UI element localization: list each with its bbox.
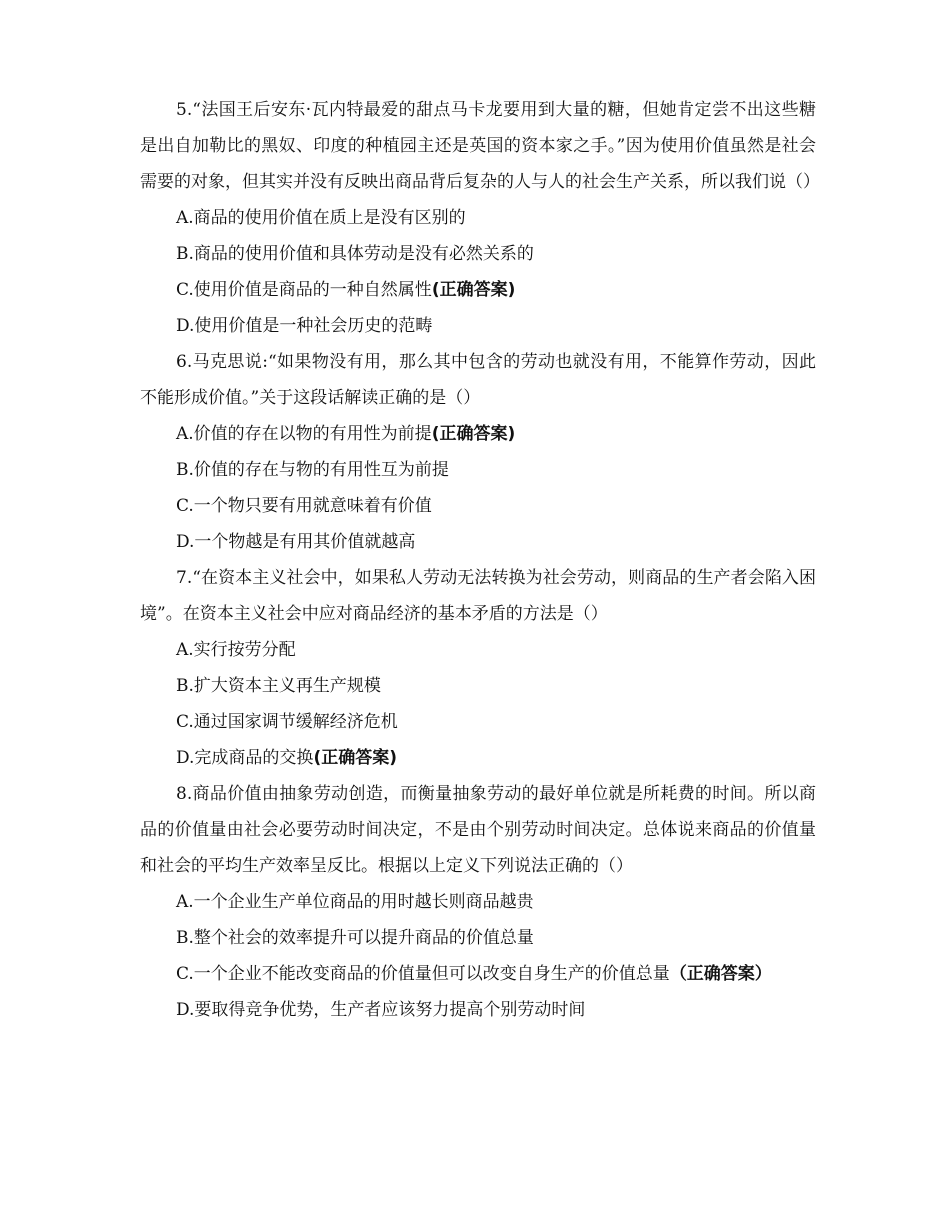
question-5-option-d (140, 308, 816, 344)
question-6-option-c (140, 488, 816, 524)
question-7-stem: 7.“在资本主义社会中，如果私人劳动无法转换为社会劳动，则商品的生产者会陷入困境”。在资本主义社会中应对商品经济的基本矛盾的方法是（） (140, 568, 816, 624)
option-text: A.商品的使用价值在质上是没有区别的 (176, 208, 466, 228)
question-7-option-c (140, 704, 816, 740)
option-text: A.实行按劳分配 (176, 640, 296, 660)
correct-answer-tag: (正确答案) (431, 280, 516, 300)
option-text: A.一个企业生产单位商品的用时越长则商品越贵 (176, 892, 534, 912)
option-text: D.使用价值是一种社会历史的范畴 (176, 316, 433, 336)
question-list (140, 92, 820, 1028)
question-8-option-b (140, 920, 816, 956)
question-5-option-c (140, 272, 816, 308)
option-text: D.要取得竞争优势，生产者应该努力提高个别劳动时间 (176, 1000, 586, 1020)
correct-answer-tag: (正确答案) (313, 748, 397, 768)
question-5-option-a (140, 200, 816, 236)
question-8-option-c (140, 956, 816, 992)
question-7-option-b (140, 668, 816, 704)
option-text: B.商品的使用价值和具体劳动是没有必然关系的 (176, 244, 534, 264)
option-text: B.整个社会的效率提升可以提升商品的价值总量 (176, 928, 534, 948)
question-6-option-b (140, 452, 816, 488)
question-8-stem: 8.商品价值由抽象劳动创造，而衡量抽象劳动的最好单位就是所耗费的时间。所以商品的价值量由社会必要劳动时间决定，不是由个别劳动时间决定。总体说来商品的价值量和社会的平均生产效率呈反比。根据以上定义下列说法正确的（） (140, 784, 816, 876)
option-text: C.通过国家调节缓解经济危机 (176, 712, 398, 732)
question-5-stem: 5.“法国王后安东·瓦内特最爱的甜点马卡龙要用到大量的糖，但她肯定尝不出这些糖是出自加勒比的黑奴、印度的种植园主还是英国的资本家之手。”因为使用价值虽然是社会需要的对象，但其实并没有反映出商品背后复杂的人与人的社会生产关系，所以我们说（） (140, 100, 820, 192)
correct-answer-tag: (正确答案) (431, 424, 516, 444)
question-6-stem: 6.马克思说:“如果物没有用，那么其中包含的劳动也就没有用，不能算作劳动，因此不能形成价值。”关于这段话解读正确的是（） (140, 352, 816, 408)
option-text: B.扩大资本主义再生产规模 (176, 676, 381, 696)
question-6-option-d (140, 524, 816, 560)
correct-answer-tag: （正确答案） (669, 964, 772, 984)
option-text: D.完成商品的交换 (176, 748, 314, 768)
option-text: D.一个物越是有用其价值就越高 (176, 532, 416, 552)
question-5-option-b (140, 236, 816, 272)
question-8-option-a (140, 884, 816, 920)
question-8-option-d (140, 992, 816, 1028)
option-text: C.一个企业不能改变商品的价值量但可以改变自身生产的价值总量 (176, 964, 670, 984)
option-text: C.使用价值是商品的一种自然属性 (176, 280, 432, 300)
question-7-option-a (140, 632, 816, 668)
question-7-option-d (140, 740, 816, 776)
option-text: B.价值的存在与物的有用性互为前提 (176, 460, 449, 480)
question-6-option-a (140, 416, 816, 452)
option-text: A.价值的存在以物的有用性为前提 (176, 424, 432, 444)
option-text: C.一个物只要有用就意味着有价值 (176, 496, 432, 516)
